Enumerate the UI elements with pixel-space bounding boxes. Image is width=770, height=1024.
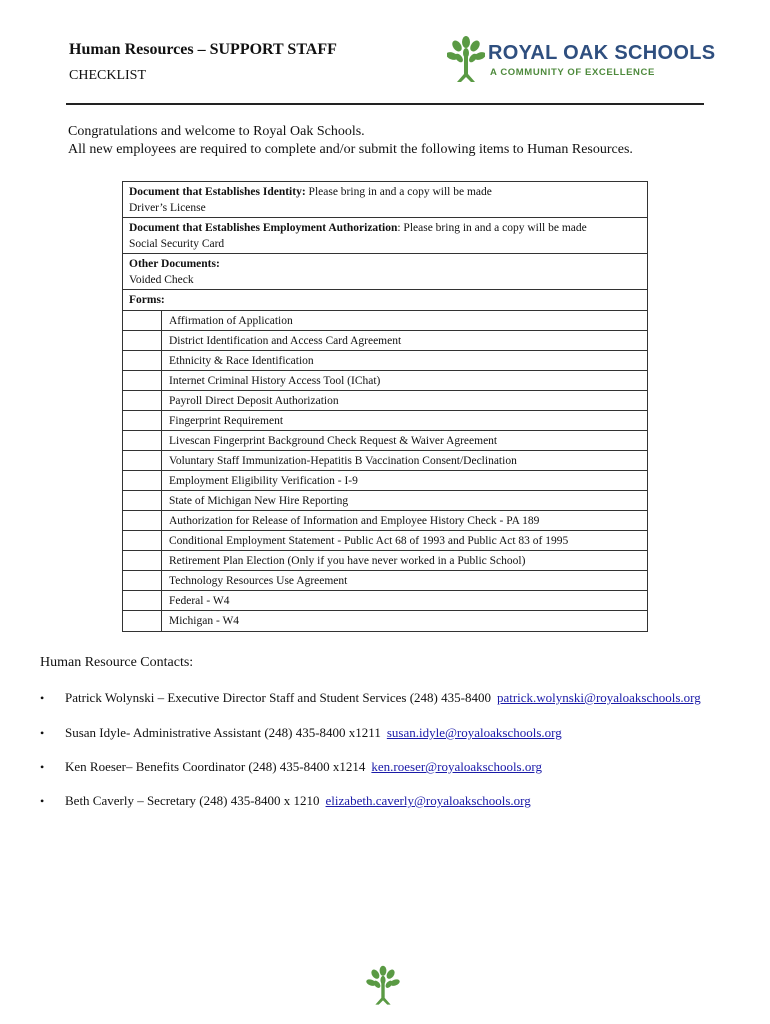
contacts-heading: Human Resource Contacts: bbox=[40, 655, 194, 670]
form-label: Michigan - W4 bbox=[169, 615, 240, 627]
form-label: District Identification and Access Card Agreement bbox=[169, 335, 402, 347]
bullet-icon: • bbox=[40, 793, 45, 808]
form-label: Payroll Direct Deposit Authorization bbox=[169, 395, 339, 407]
form-row bbox=[123, 391, 647, 411]
contact-email-link[interactable]: patrick.wolynski@royaloakschools.org bbox=[496, 690, 701, 705]
employment-item: Social Security Card bbox=[129, 238, 225, 250]
forms-list bbox=[123, 311, 647, 631]
contact-text: Patrick Wolynski – Executive Director Staff and Student Services (248) 435-8400 bbox=[65, 690, 491, 705]
contact-text: Ken Roeser– Benefits Coordinator (248) 435-8400 x1214 bbox=[65, 759, 366, 774]
logo-name: ROYAL OAK SCHOOLS bbox=[488, 42, 716, 64]
form-label: Internet Criminal History Access Tool (IChat) bbox=[169, 375, 381, 387]
form-checkbox[interactable] bbox=[123, 491, 162, 510]
form-checkbox[interactable] bbox=[123, 571, 162, 590]
page-title: Human Resources – SUPPORT STAFF bbox=[69, 41, 337, 58]
form-row bbox=[123, 451, 647, 471]
form-label: Technology Resources Use Agreement bbox=[169, 575, 348, 587]
page-subtitle: CHECKLIST bbox=[69, 68, 146, 83]
forms-heading: Forms: bbox=[123, 290, 647, 311]
contact-item bbox=[40, 725, 562, 741]
contact-email-link[interactable]: elizabeth.caverly@royaloakschools.org bbox=[325, 793, 531, 808]
contact-item bbox=[40, 690, 701, 706]
form-checkbox[interactable] bbox=[123, 591, 162, 610]
bullet-icon: • bbox=[40, 759, 45, 774]
identity-item: Driver’s License bbox=[129, 202, 206, 214]
form-checkbox[interactable] bbox=[123, 391, 162, 410]
form-checkbox[interactable] bbox=[123, 531, 162, 550]
contact-item bbox=[40, 759, 542, 775]
form-row bbox=[123, 591, 647, 611]
form-checkbox[interactable] bbox=[123, 551, 162, 570]
bullet-icon: • bbox=[40, 725, 45, 740]
form-row bbox=[123, 531, 647, 551]
form-label: Ethnicity & Race Identification bbox=[169, 355, 314, 367]
form-label: State of Michigan New Hire Reporting bbox=[169, 495, 349, 507]
form-row bbox=[123, 491, 647, 511]
form-checkbox[interactable] bbox=[123, 451, 162, 470]
contact-text: Susan Idyle- Administrative Assistant (248) 435-8400 x1211 bbox=[65, 725, 381, 740]
form-label: Livescan Fingerprint Background Check Request & Waiver Agreement bbox=[169, 435, 498, 447]
form-row bbox=[123, 551, 647, 571]
form-label: Affirmation of Application bbox=[169, 315, 293, 327]
form-label: Conditional Employment Statement - Public Act 68 of 1993 and Public Act 83 of 1995 bbox=[169, 535, 569, 547]
form-label: Fingerprint Requirement bbox=[169, 415, 284, 427]
form-checkbox[interactable] bbox=[123, 371, 162, 390]
form-checkbox[interactable] bbox=[123, 611, 162, 631]
form-row bbox=[123, 611, 647, 631]
contact-item bbox=[40, 793, 531, 809]
footer-tree-icon bbox=[366, 964, 400, 1008]
employment-heading: Document that Establishes Employment Authorization bbox=[129, 222, 398, 234]
form-checkbox[interactable] bbox=[123, 331, 162, 350]
form-row bbox=[123, 371, 647, 391]
form-checkbox[interactable] bbox=[123, 431, 162, 450]
form-checkbox[interactable] bbox=[123, 311, 162, 330]
form-label: Federal - W4 bbox=[169, 595, 230, 607]
form-label: Employment Eligibility Verification - I-9 bbox=[169, 475, 358, 487]
form-row bbox=[123, 571, 647, 591]
other-heading: Other Documents: bbox=[129, 258, 220, 270]
checklist-table bbox=[122, 181, 648, 632]
form-row bbox=[123, 351, 647, 371]
identity-note: Please bring in and a copy will be made bbox=[305, 186, 492, 198]
form-checkbox[interactable] bbox=[123, 351, 162, 370]
form-checkbox[interactable] bbox=[123, 471, 162, 490]
form-row bbox=[123, 411, 647, 431]
form-checkbox[interactable] bbox=[123, 411, 162, 430]
form-row bbox=[123, 311, 647, 331]
contact-email-link[interactable]: susan.idyle@royaloakschools.org bbox=[386, 725, 562, 740]
contact-email-link[interactable]: ken.roeser@royaloakschools.org bbox=[371, 759, 542, 774]
identity-section bbox=[123, 182, 647, 218]
form-checkbox[interactable] bbox=[123, 511, 162, 530]
form-row bbox=[123, 471, 647, 491]
contact-text: Beth Caverly – Secretary (248) 435-8400 x 1210 bbox=[65, 793, 320, 808]
form-row bbox=[123, 511, 647, 531]
bullet-icon: • bbox=[40, 690, 45, 705]
intro-text bbox=[68, 123, 633, 159]
intro-line-2: All new employees are required to complete and/or submit the following items to Human Resources. bbox=[68, 142, 633, 157]
employment-section bbox=[123, 218, 647, 254]
employment-note: : Please bring in and a copy will be made bbox=[397, 222, 587, 234]
header-divider bbox=[66, 103, 704, 105]
logo-tagline: A COMMUNITY OF EXCELLENCE bbox=[490, 67, 655, 78]
form-label: Voluntary Staff Immunization-Hepatitis B Vaccination Consent/Declination bbox=[169, 455, 517, 467]
other-documents-section bbox=[123, 254, 647, 290]
intro-line-1: Congratulations and welcome to Royal Oak Schools. bbox=[68, 124, 365, 139]
form-label: Authorization for Release of Information and Employee History Check - PA 189 bbox=[169, 515, 540, 527]
identity-heading: Document that Establishes Identity: bbox=[129, 186, 306, 198]
form-row bbox=[123, 331, 647, 351]
other-item: Voided Check bbox=[129, 274, 194, 286]
form-row bbox=[123, 431, 647, 451]
form-label: Retirement Plan Election (Only if you have never worked in a Public School) bbox=[169, 555, 526, 567]
tree-icon bbox=[447, 34, 485, 86]
